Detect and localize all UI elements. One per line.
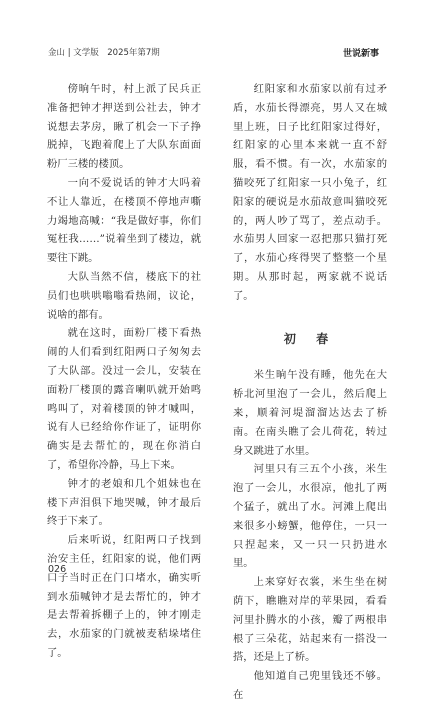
paragraph: 钟才的老娘和几个姐妹也在楼下声泪俱下地哭喊，钟才最后终于下来了。 [47, 477, 201, 528]
section-title: 初 春 [283, 331, 337, 346]
paragraph: 后来听说，红阳两口子找到治安主任，红阳家的说，他们两口子当时正在门口堵水，确实听到水茄喊钟才是去帮忙的，钟才是去帮着拆棚子上的，钟才刚走去，水茄家的门就被麦秸垛堵住了。 [47, 534, 201, 659]
paragraph: 傍晌午时，村上派了民兵正准备把钟才押送到公社去，钟才说想去茅房，瞅了机会一下子挣脱掉，飞跑着爬上了大队东面面粉厂三楼的楼顶。 [47, 83, 201, 171]
page-number: 026 [48, 564, 67, 575]
paragraph: 大队当然不信，楼底下的社员们也哄哄嗡嗡看热闹，议论，说啥的都有。 [47, 270, 201, 321]
paragraph: 米生晌午没有睡，他先在大桥北河里泡了一会儿，然后爬上来，顺着河堤溜溜达达去了桥南。在南头瞧了会儿荷花，转过身又跳进了水里。 [233, 369, 387, 457]
paragraph: 就在这时，面粉厂楼下看热闹的人们看到红阳两口子匆匆去了大队部。没过一会儿，安装在面粉厂楼顶的露音喇叭就开始鸣鸣叫了，对着楼顶的钟才喊叫，说有人已经给你作证了，证明你确实是去帮忙的，现在你消白了，希望你冷静，马上下来。 [47, 327, 201, 471]
left-text-column [47, 80, 201, 663]
paragraph: 一向不爱说话的钟才大吗着不让人靠近，在楼顶不停地声嘶力竭地高喊：“我是做好事，你们冤枉我……”说着坐到了楼边，就要往下跳。 [47, 176, 201, 265]
column-title-header: 世说新事 [342, 49, 379, 59]
paragraph: 他知道自己兜里钱还不够。在 [233, 670, 387, 701]
journal-issue-header: 金山 | 文学版 2025年第7期 [48, 48, 160, 58]
paragraph: 河里只有三五个小孩，米生泡了一会儿，水很凉，他扎了两个猛子，就出了水。河滩上爬出来很多小螃蟹，他停住，一只一只捏起来，又一只一只扔进水里。 [233, 463, 387, 570]
paragraph: 红阳家和水茄家以前有过矛盾，水茄长得漂亮，男人又在城里上班，日子比红阳家过得好，红阳家的心里本来就一直不舒服，看不惯。有一次，水茄家的猫咬死了红阳家一只小兔子，红阳家的硬说是水茄故意叫猫咬死的，两人吵了骂了，差点动手。水茄男人回家一忍把那只猫打死了，水茄心疼得哭了整整一个星期。从那时起，两家就不说话了。 [233, 83, 387, 302]
right-text-column [233, 80, 387, 705]
paragraph: 上来穿好衣裳，米生坐在树荫下，瞧瞧对岸的苹果园，看看河里扑腾水的小孩，瓣了两根串根了三朵花，站起来有一搭没一搭，还是上了桥。 [233, 576, 387, 664]
